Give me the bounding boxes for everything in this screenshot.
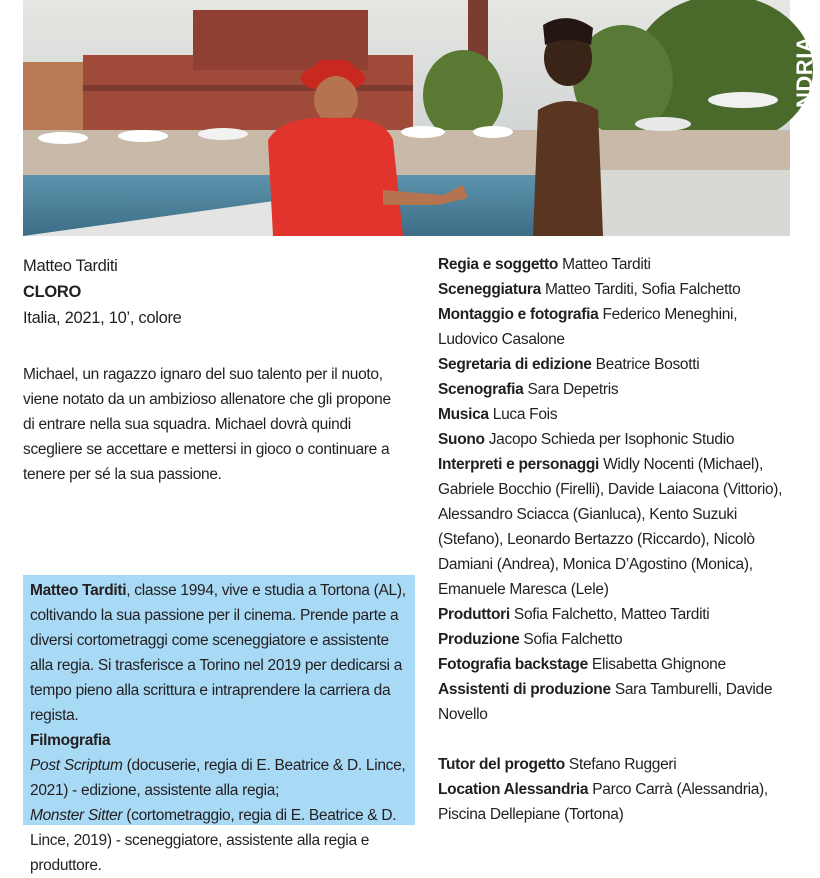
film-header — [23, 253, 403, 331]
bio-name: Matteo Tarditi — [30, 582, 127, 599]
credit-names: Sofia Falchetto, Matteo Tarditi — [513, 606, 710, 623]
credit-role: Fotografia backstage — [438, 656, 588, 673]
credit-item — [438, 627, 798, 652]
region-label — [790, 0, 820, 236]
credit-role: Regia e soggetto — [438, 256, 559, 273]
director-name: Matteo Tarditi — [23, 257, 118, 275]
credit-item — [438, 452, 798, 602]
credit-names: Sara Depetris — [527, 381, 619, 398]
credit-role: Sceneggiatura — [438, 281, 541, 298]
credit-item — [438, 402, 798, 427]
project-info — [438, 752, 798, 827]
filmography-heading: Filmografia — [30, 732, 111, 749]
bio-text: , classe 1994, vive e studia a Tortona (AL), coltivando la sua passione per il cinema. Prende parte a diversi cortometraggi come sceneggiatore e assistente alla regia. Si trasferisce a Torino nel 2019 per dedicarsi a tempo pieno alla scrittura e intraprendere la carriera da regista. — [30, 582, 406, 724]
project-role: Location Alessandria — [438, 781, 589, 798]
filmography-title: Monster Sitter — [30, 807, 123, 824]
film-still-photo — [23, 0, 817, 236]
credit-item — [438, 352, 798, 377]
credit-item — [438, 677, 798, 727]
credit-role: Musica — [438, 406, 489, 423]
credit-names: Widly Nocenti (Michael), Gabriele Bocchio (Firelli), Davide Laiacona (Vittorio), Alessandro Sciacca (Gianluca), Kento Suzuki (Stefano), Leonardo Bertazzo (Riccardo), Nicolò Damiani (Andrea), Monica D’Agostino (Monica), Emanuele Maresca (Lele) — [438, 456, 783, 598]
film-title: CLORO — [23, 283, 82, 301]
filmography-item — [30, 803, 411, 878]
project-item — [438, 777, 798, 827]
synopsis: Michael, un ragazzo ignaro del suo talento per il nuoto, viene notato da un ambizioso allenatore che gli propone di entrare nella sua squadra. Michael dovrà quindi scegliere se accettare e mettersi in gioco o continuare a tenere per sé la sua passione. — [23, 366, 391, 483]
filmography-details: (docuserie, regia di E. Beatrice & D. Lince, 2021) - edizione, assistente alla regia; — [30, 757, 406, 799]
credit-role: Produzione — [438, 631, 520, 648]
region-label-text: ALESSANDRIA — [792, 35, 817, 201]
pool-scene-image — [23, 0, 790, 236]
credit-role: Suono — [438, 431, 485, 448]
filmography-item — [30, 753, 411, 803]
project-role: Tutor del progetto — [438, 756, 565, 773]
credit-role: Montaggio e fotografia — [438, 306, 599, 323]
bio-paragraph — [30, 578, 411, 728]
credit-role: Interpreti e personaggi — [438, 456, 600, 473]
credit-names: Matteo Tarditi — [562, 256, 651, 273]
filmography-details: (cortometraggio, regia di E. Beatrice & D. Lince, 2019) - sceneggiatore, assistente alla regia e produttore. — [30, 807, 397, 874]
credit-names: Elisabetta Ghignone — [591, 656, 726, 673]
credit-item — [438, 427, 798, 452]
credits-list — [438, 252, 798, 727]
project-names: Parco Carrà (Alessandria), Piscina Dellepiane (Tortona) — [438, 781, 768, 823]
project-item — [438, 752, 798, 777]
credit-role: Segretaria di edizione — [438, 356, 592, 373]
credit-role: Assistenti di produzione — [438, 681, 611, 698]
credit-item — [438, 652, 798, 677]
credit-names: Federico Meneghini, Ludovico Casalone — [438, 306, 738, 348]
credit-names: Matteo Tarditi, Sofia Falchetto — [544, 281, 741, 298]
credit-role: Produttori — [438, 606, 510, 623]
film-meta: Italia, 2021, 10’, colore — [23, 309, 182, 327]
credit-item — [438, 277, 798, 302]
credit-item — [438, 302, 798, 352]
project-names: Stefano Ruggeri — [568, 756, 677, 773]
director-bio-box — [23, 575, 415, 874]
filmography-title: Post Scriptum — [30, 757, 123, 774]
credit-names: Beatrice Bosotti — [595, 356, 700, 373]
credit-item — [438, 252, 798, 277]
credit-names: Sofia Falchetto — [523, 631, 623, 648]
credit-names: Jacopo Schieda per Isophonic Studio — [488, 431, 735, 448]
credit-role: Scenografia — [438, 381, 524, 398]
credit-names: Luca Fois — [492, 406, 558, 423]
credit-item — [438, 602, 798, 627]
credit-item — [438, 377, 798, 402]
credit-names: Sara Tamburelli, Davide Novello — [438, 681, 773, 723]
